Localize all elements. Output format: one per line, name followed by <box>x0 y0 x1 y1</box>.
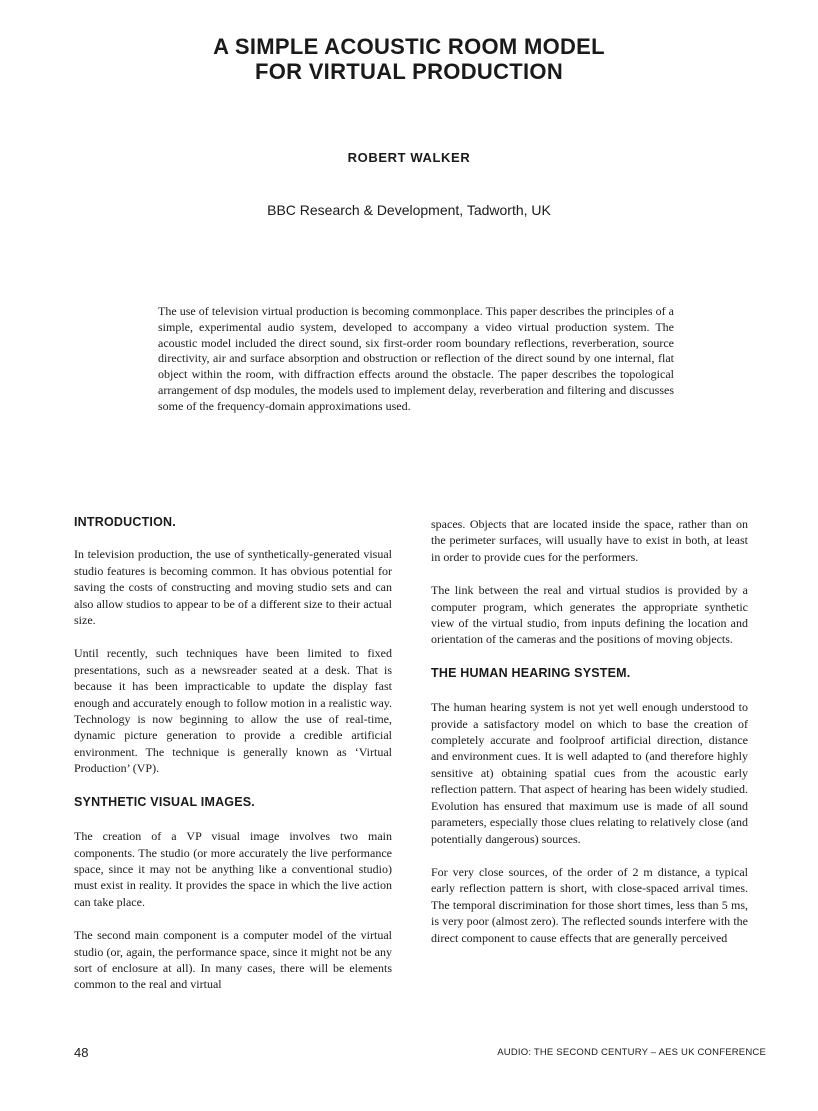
author-name: ROBERT WALKER <box>347 150 471 165</box>
paragraph: spaces. Objects that are located inside the space, rather than on the perimeter surfaces, will usually have to exist in both, at least in order to provide cues for the performers. <box>431 517 748 564</box>
author-affiliation: BBC Research & Development, Tadworth, UK <box>267 202 551 218</box>
paragraph: In television production, the use of synthetically-generated visual studio features is becoming common. It has obvious potential for saving the costs of constructing and moving studio sets and can also allow studios to appear to be of a different size to their actual size. <box>74 547 392 628</box>
section-heading-human-hearing-system: THE HUMAN HEARING SYSTEM. <box>431 665 631 680</box>
abstract: The use of television virtual production is becoming commonplace. This paper describes the principles of a simple, experimental audio system, developed to accompany a video virtual production system. The acoustic model included the direct sound, six first-order room boundary reflections, reverberation, source directivity, air and surface absorption and obstruction or reflection of the direct sound by one internal, flat object within the room, with diffraction effects around the obstacle. The paper describes the topological arrangement of dsp modules, the models used to implement delay, reverberation and filtering and discusses some of the frequency-domain approximations used. <box>158 304 674 413</box>
right-column <box>431 516 748 963</box>
title-line-2: FOR VIRTUAL PRODUCTION <box>254 59 564 84</box>
paragraph: The human hearing system is not yet well enough understood to provide a satisfactory model on which to base the creation of completely accurate and foolproof artificial direction, distance and environment cues. It is well adapted to (and therefore highly sensitive at) obtaining spatial cues from the acoustic early reflection pattern. That aspect of hearing has been widely studied. Evolution has ensured that maximum use is made of all sound parameters, especially those clues relating to relatively close (and potentially dangerous) sources. <box>431 700 748 846</box>
paper-title <box>0 34 818 84</box>
section-heading-introduction: INTRODUCTION. <box>74 515 176 529</box>
paragraph: Until recently, such techniques have been limited to fixed presentations, such as a newsreader seated at a desk. That is because it has been impracticable to update the display fast enough and accurately enough to follow motion in a realistic way. Technology is now beginning to allow the use of real-time, dynamic picture generation to provide a credible artificial environment. The technique is generally known as ‘Virtual Production’ (VP). <box>74 646 392 776</box>
paragraph: The link between the real and virtual studios is provided by a computer program, which generates the appropriate synthetic view of the virtual studio, from inputs defining the location and orientation of the cameras and the positions of moving objects. <box>431 583 748 647</box>
paragraph: For very close sources, of the order of 2 m distance, a typical early reflection pattern is short, with close-spaced arrival times. The temporal discrimination for those short times, less than 5 ms, is very poor (almost zero). The reflected sounds interfere with the direct component to cause effects that are generally perceived <box>431 864 748 945</box>
page-number: 48 <box>74 1045 89 1060</box>
title-line-1: A SIMPLE ACOUSTIC ROOM MODEL <box>213 34 605 59</box>
paragraph: The creation of a VP visual image involves two main components. The studio (or more accurately the live performance space, since it may not be anything like a conventional studio) must exist in reality. It provides the space in which the live action can take place. <box>74 829 392 909</box>
running-footer: AUDIO: THE SECOND CENTURY – AES UK CONFERENCE <box>497 1047 766 1058</box>
section-heading-synthetic-visual-images: SYNTHETIC VISUAL IMAGES. <box>74 794 255 809</box>
left-column <box>74 514 392 1010</box>
paragraph: The second main component is a computer model of the virtual studio (or, again, the performance space, since it might not be any sort of enclosure at all). In many cases, there will be elements common to the real and virtual <box>74 928 392 992</box>
